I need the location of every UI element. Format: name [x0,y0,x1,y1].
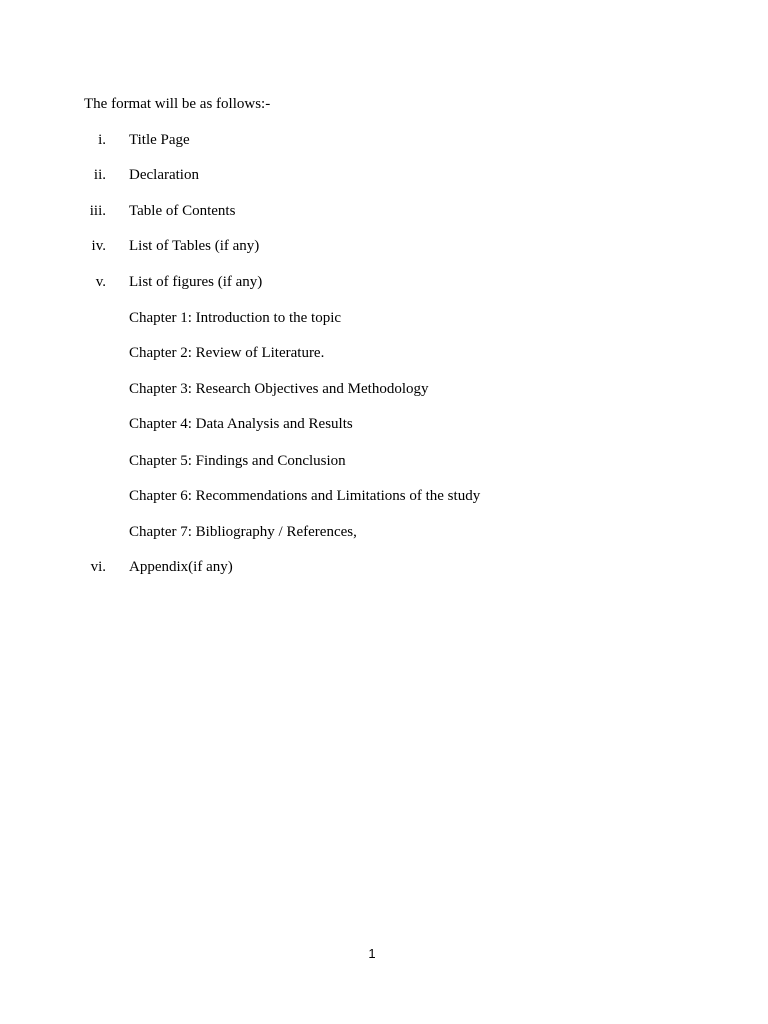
list-item-text: Chapter 1: Introduction to the topic [129,310,342,326]
list-item-text: Chapter 3: Research Objectives and Methodology [129,381,429,397]
list-item-title-page [0,130,768,150]
list-item-table-of-contents [0,201,768,221]
intro-text: The format will be as follows:- [84,96,271,112]
list-item-text: Title Page [129,132,190,148]
list-numeral: i. [98,132,106,148]
list-item-list-of-tables [0,236,768,256]
list-numeral: ii. [93,167,106,183]
list-item-text: List of figures (if any) [129,274,263,290]
list-item-text: Declaration [129,167,199,183]
list-item-text: Table of Contents [129,203,236,219]
list-numeral: iv. [91,238,106,254]
list-item-appendix [0,557,768,577]
list-item-text: Chapter 4: Data Analysis and Results [129,416,353,432]
list-item-text: Appendix(if any) [129,559,233,575]
list-item-text: Chapter 2: Review of Literature. [129,345,325,361]
list-item-text: List of Tables (if any) [129,238,260,254]
page-number: 1 [368,946,376,961]
list-item-text: Chapter 5: Findings and Conclusion [129,453,346,469]
list-item-chapter-6 [0,486,768,506]
list-item-text: Chapter 6: Recommendations and Limitations of the study [129,488,481,504]
list-item-chapter-3 [0,379,768,399]
list-item-declaration [0,165,768,185]
list-item-chapter-2 [0,343,768,363]
list-item-chapter-4 [0,414,768,434]
list-numeral: vi. [90,559,106,575]
list-numeral: v. [95,274,106,290]
list-item-text: Chapter 7: Bibliography / References, [129,524,357,540]
list-item-chapter-7 [0,522,768,542]
list-item-chapter-1 [0,308,768,328]
list-item-list-of-figures [0,272,768,292]
list-item-chapter-5 [0,451,768,471]
list-numeral: iii. [89,203,106,219]
